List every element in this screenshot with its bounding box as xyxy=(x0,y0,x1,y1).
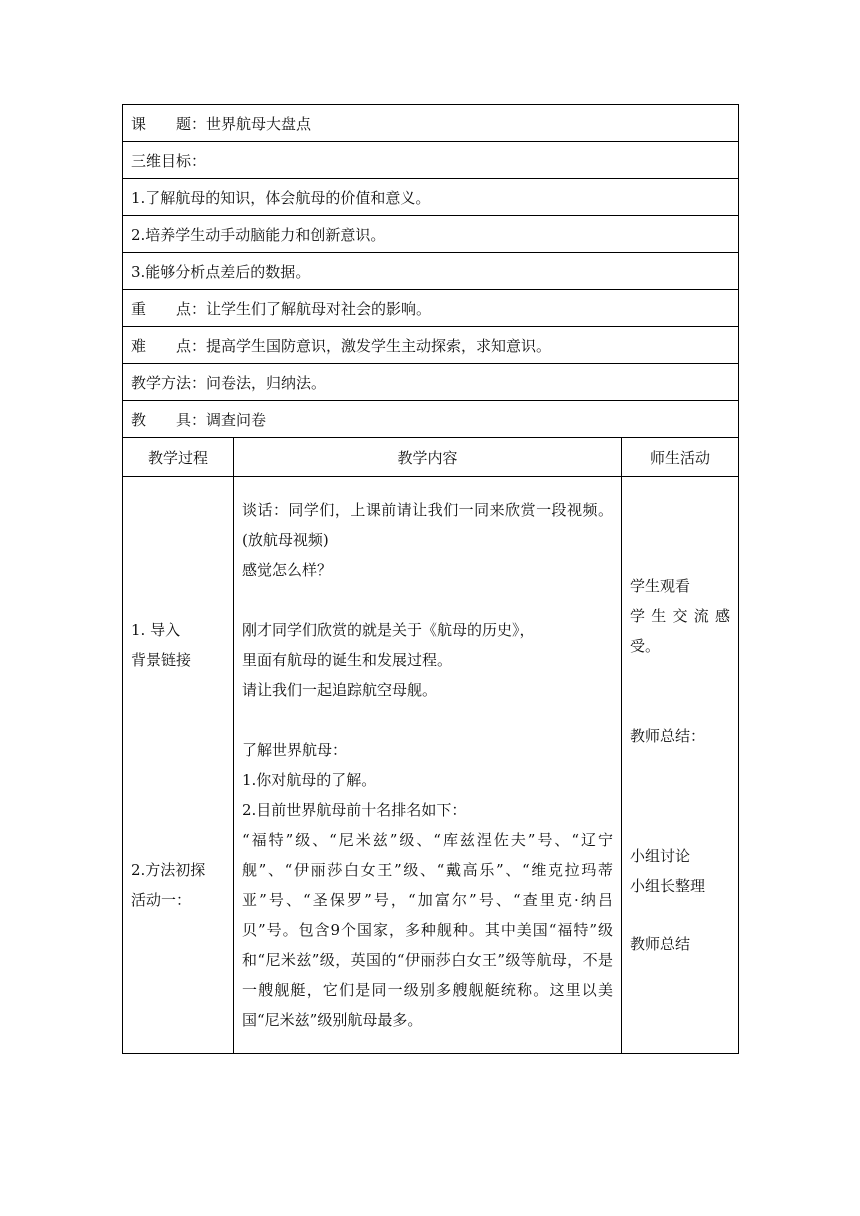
tools-row xyxy=(123,401,739,438)
column-header-row xyxy=(123,438,739,477)
activity-discuss-feelings: 学 生 交 流 感 受。 xyxy=(630,607,731,655)
lesson-body-row xyxy=(123,477,739,1054)
objective-2: 2.培养学生动手动脑能力和创新意识。 xyxy=(131,225,386,244)
activities-cell xyxy=(622,477,739,1054)
activity-teacher-summary-1: 教师总结： xyxy=(630,727,706,745)
activity-group-discussion: 小组讨论 xyxy=(630,847,691,865)
tools-value: 调查问卷 xyxy=(206,410,267,429)
key-point-row xyxy=(123,290,739,327)
method-value: 问卷法，归纳法。 xyxy=(206,373,327,392)
objective-row xyxy=(123,253,739,290)
key-point-label: 重 点： xyxy=(131,299,207,318)
objectives-label: 三维目标： xyxy=(131,151,207,170)
objective-row xyxy=(123,216,739,253)
objective-3: 3.能够分析点差后的数据。 xyxy=(131,262,311,281)
process-cell xyxy=(123,477,234,1054)
step1-subtitle: 背景链接 xyxy=(131,651,192,669)
content-understand: 了解世界航母： xyxy=(242,741,348,759)
content-history-3: 请让我们一起追踪航空母舰。 xyxy=(242,681,438,699)
tools-label: 教 具： xyxy=(131,410,207,429)
column-header-activities: 师生活动 xyxy=(622,438,739,477)
content-intro: 谈话：同学们，上课前请让我们一同来欣赏一段视频。(放航母视频) xyxy=(242,501,613,549)
step1-title: 1. 导入 xyxy=(131,621,181,639)
column-header-content: 教学内容 xyxy=(234,438,622,477)
lesson-plan-table xyxy=(122,104,739,1054)
activity-group-leader: 小组长整理 xyxy=(630,877,706,895)
objectives-heading-row xyxy=(123,142,739,179)
objective-row xyxy=(123,179,739,216)
content-history-1: 刚才同学们欣赏的就是关于《航母的历史》， xyxy=(242,621,535,639)
topic-label: 课 题： xyxy=(131,114,207,133)
difficulty-row xyxy=(123,327,739,364)
method-row xyxy=(123,364,739,401)
topic-row xyxy=(123,105,739,142)
objective-1: 1.了解航母的知识，体会航母的价值和意义。 xyxy=(131,188,431,207)
step2-subtitle: 活动一： xyxy=(131,891,192,909)
content-item-1: 1.你对航母的了解。 xyxy=(242,771,377,789)
content-cell xyxy=(234,477,622,1054)
column-header-process: 教学过程 xyxy=(123,438,234,477)
activity-watch: 学生观看 xyxy=(630,577,691,595)
difficulty-label: 难 点： xyxy=(131,336,207,355)
step2-title: 2.方法初探 xyxy=(131,861,206,879)
method-label: 教学方法： xyxy=(131,373,207,392)
content-history-2: 里面有航母的诞生和发展过程。 xyxy=(242,651,453,669)
content-item-2: 2.目前世界航母前十名排名如下： xyxy=(242,801,467,819)
topic-value: 世界航母大盘点 xyxy=(206,114,312,133)
difficulty-value: 提高学生国防意识，激发学生主动探索，求知意识。 xyxy=(206,336,552,355)
activity-teacher-summary-2: 教师总结 xyxy=(630,935,691,953)
content-ranking: “福特”级、“尼米兹”级、“库兹涅佐夫”号、“辽宁舰”、“伊丽莎白女王”级、“戴高乐”、“维克拉玛蒂亚”号、“圣保罗”号，“加富尔”号、“查里克·纳吕贝”号。包含9个国家，多种舰种。其中美国“福特”级和“尼米兹”级，英国的“伊丽莎白女王”级等航母，不是一艘舰艇，它们是同一级别多艘舰艇统称。这里以美国“尼米兹”级别航母最多。 xyxy=(242,831,613,1029)
key-point-value: 让学生们了解航母对社会的影响。 xyxy=(206,299,432,318)
content-question: 感觉怎么样？ xyxy=(242,561,333,579)
